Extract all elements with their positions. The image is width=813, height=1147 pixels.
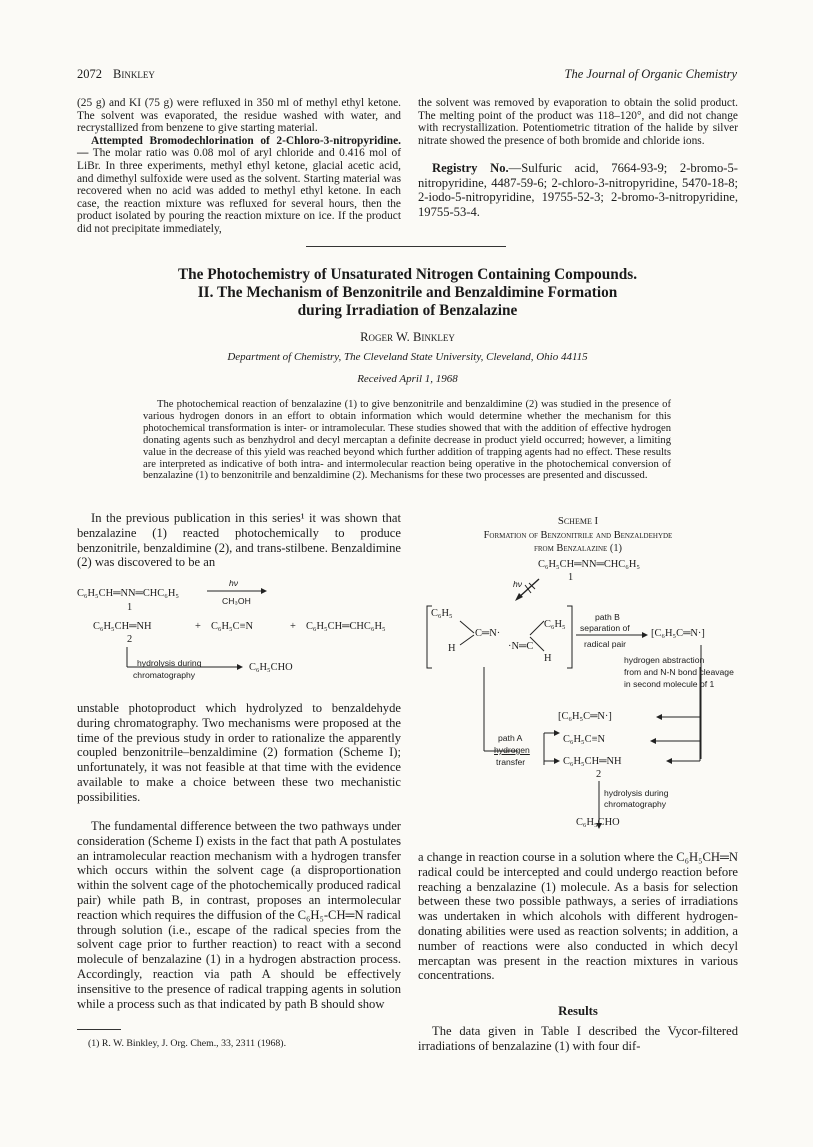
article-title bbox=[77, 266, 738, 320]
top-left-column bbox=[77, 97, 401, 236]
scheme-benzalazine: C₆H₅CH═NN═CHC₆H₅ bbox=[538, 559, 640, 570]
eq-arrow-right-icon bbox=[207, 587, 267, 595]
scheme-benzaldehyde: C₆H₅CHO bbox=[576, 817, 620, 828]
eq-product-imine: C₆H₅CH═NH bbox=[93, 621, 152, 632]
abstraction-note-3: in second molecule of 1 bbox=[624, 679, 715, 689]
abstract: The photochemical reaction of benzalazine (1) to give benzonitrile and benzaldimine (2) was studied in the presence of various hydrogen donors in an effort to obtain information which would determine whether the mechanism for this photochemical transformation is inter- or intramolecular. These studies showed that with the addition of effective hydrogen donating agents such as benzhydrol and decyl mercaptan a definite decrease in product yield occurred; however, a limiting value in the decrease of this yield was reached beyond which further addition of trapping agents had no effect. These results are interpreted as indicative of both intra- and intermolecular reaction being operative in the photochemical conversion of benzalazine (1) to benzonitrile and benzaldimine (2). Mechanisms for these two processes are presented and discussed. bbox=[143, 399, 671, 482]
cage-nc-radical: ·N═C bbox=[508, 641, 534, 652]
eq-benzaldehyde: C₆H₅CHO bbox=[249, 662, 293, 673]
path-b-arrow-icon bbox=[576, 631, 648, 639]
cage-phenyl-2: C₆H₅ bbox=[544, 619, 566, 630]
received-date: Received April 1, 1968 bbox=[357, 373, 458, 385]
title-line-3: during Irradiation of Benzalazine bbox=[297, 302, 518, 319]
scheme-num-2: 2 bbox=[596, 769, 602, 780]
cage-cn-radical: C═N· bbox=[475, 628, 501, 639]
running-author: Binkley bbox=[113, 67, 155, 81]
equation-1 bbox=[77, 577, 401, 695]
results-heading: Results bbox=[558, 1004, 598, 1018]
eq-num-1: 1 bbox=[127, 602, 133, 613]
affiliation: Department of Chemistry, The Cleveland State University, Cleveland, Ohio 44115 bbox=[227, 351, 588, 363]
abstraction-note-1: hydrogen abstraction bbox=[624, 655, 705, 665]
eq-product-nitrile: C₆H₅C≡N bbox=[211, 621, 253, 632]
scheme-hydrolysis-1: hydrolysis during bbox=[604, 788, 669, 798]
path-a-hydrogen: hydrogen bbox=[494, 745, 530, 755]
footnote-rule bbox=[77, 1029, 121, 1030]
path-a-label: path A bbox=[498, 733, 523, 743]
right-col-paragraph: a change in reaction course in a solution where the C₆H₅CH═N radical could be intercepted and could undergo reaction before reaching a benzalazine (1) molecule. As a basis for selection between these two possible pathways, a series of irradiations was undertaken in which alcohols with different hydrogen-donating abilities were used as reaction solvents; in addition, a number of reactions were also conducted in which decyl mercaptan was present in the reaction mixtures in various concentrations. bbox=[418, 850, 738, 983]
title-line-1: The Photochemistry of Unsaturated Nitrogen Containing Compounds. bbox=[177, 266, 638, 283]
scheme-hv: hν bbox=[513, 579, 523, 589]
scheme-hydrolysis-2: chromatography bbox=[604, 799, 667, 809]
path-b-separation: separation of bbox=[580, 623, 630, 633]
eq-hydrolysis-1: hydrolysis during bbox=[137, 658, 202, 668]
article-author: Roger W. Binkley bbox=[360, 330, 455, 344]
intro-paragraph: In the previous publication in this series¹ it was shown that benzalazine (1) reacted photochemically to produce benzonitrile, benzaldimine (2), and trans-stilbene. Benzaldimine (2) was discovered to be an bbox=[77, 511, 401, 570]
eq-hydrolysis-2: chromatography bbox=[133, 670, 196, 680]
experiment-body: The molar ratio was 0.08 mol of aryl chloride and 0.416 mol of LiBr. In three experiments, methyl ethyl ketone, glacial acetic acid, and dimethyl sulfoxide were used as the solvent. Starting material was recovered when no acid was added to methyl ethyl ketone. In each case, the reaction mixture was refluxed for several hours, then the product isolated by pouring the reaction mixture on ice. If the product did not precipitate immediately, bbox=[77, 147, 401, 235]
cage-phenyl-1: C₆H₅ bbox=[431, 608, 453, 619]
scheme-light-arrow-icon bbox=[513, 575, 543, 603]
eq-plus-2: + bbox=[290, 621, 296, 632]
registry-paragraph bbox=[418, 161, 738, 219]
experiment-title: Attempted Bromodechlorination of 2-Chloro-3-nitropyridine.— bbox=[77, 134, 401, 160]
footnote: (1) R. W. Binkley, J. Org. Chem., 33, 2311 (1968). bbox=[88, 1038, 287, 1049]
eq-product-stilbene: C₆H₅CH═CHC₆H₅ bbox=[306, 621, 386, 632]
path-a-transfer: transfer bbox=[496, 757, 526, 767]
scheme-label: Scheme I bbox=[557, 515, 599, 527]
top-right-text bbox=[418, 97, 738, 147]
scheme-radical-a: [C₆H₅C═N·] bbox=[558, 711, 612, 722]
scheme-num-1: 1 bbox=[568, 572, 574, 583]
path-b-label: path B bbox=[595, 612, 620, 622]
cage-h-1: H bbox=[448, 643, 456, 654]
mechanism-paragraph: unstable photoproduct which hydrolyzed to benzaldehyde during chromatography. Two mechanisms were proposed at the time of the previous study in order to rationalize the apparently coupled benzonitrile–benzaldimine (2) formation (Scheme I); unfortunately, it was not feasible at that time with the evidence available to make a choice between these two mechanistic possibilities. bbox=[77, 701, 401, 804]
section-divider bbox=[306, 246, 506, 247]
scheme-title-1: Formation of Benzonitrile and Benzaldehyde bbox=[483, 530, 673, 541]
registry-body: —Sulfuric acid, 7664-93-9; 2-bromo-5-nitropyridine, 4487-59-6; 2-chloro-3-nitropyridine, 5470-18-8; 2-iodo-5-nitropyridine, 19755-52-3; 2-bromo-3-nitropyridine, 19755-53-4. bbox=[418, 161, 738, 219]
eq-plus-1: + bbox=[195, 621, 201, 632]
results-paragraph: The data given in Table I described the Vycor-filtered irradiations of benzalazine (1) with four dif- bbox=[418, 1024, 738, 1053]
page-number: 2072 bbox=[77, 67, 102, 81]
eq-hv: hν bbox=[229, 578, 239, 588]
registry-label: Registry No. bbox=[432, 161, 509, 175]
pathway-paragraph: The fundamental difference between the two pathways under consideration (Scheme I) exists in the fact that path A postulates an intramolecular reaction mechanism with a hydrogen transfer which occurs within the solvent cage (a disproportionation within the solvent cage of the photochemically produced radical pair) while path B, in contrast, proposes an intermolecular reaction which requires the diffusion of the C₆H₅-CH═N radical through solution (i.e., escape of the radical species from the solvent cage prior to further reaction) to react with a second molecule of benzalazine (1) in a hydrogen abstraction process. Accordingly, reaction via path A should be effectively insensitive to the presence of radical trapping agents in solution while a process such as that indicated by path B should show bbox=[77, 819, 401, 1011]
path-b-radical-pair: radical pair bbox=[584, 639, 627, 649]
top-right-p1-text: the solvent was removed by evaporation to obtain the solid product. The melting point of the product was 118–120°, and did not change with recrystallization. Potentiometric titration of the halide by silver nitrate showed the presence of both bromide and chloride ions. bbox=[418, 97, 738, 147]
scheme-radical-b: [C₆H₅C═N·] bbox=[651, 628, 705, 639]
top-left-p1: (25 g) and KI (75 g) were refluxed in 350 ml of methyl ethyl ketone. The solvent was evaporated, the residue washed with water, and recrystallized from benzene to give starting material. bbox=[77, 97, 401, 135]
scheme-benzaldimine: C₆H₅CH═NH bbox=[563, 756, 622, 767]
journal-name: The Journal of Organic Chemistry bbox=[564, 67, 737, 81]
cage-h-2: H bbox=[544, 653, 552, 664]
scheme-1 bbox=[418, 515, 738, 831]
eq-reactant: C₆H₅CH═NN═CHC₆H₅ bbox=[77, 588, 179, 599]
eq-num-2: 2 bbox=[127, 634, 133, 645]
scheme-title-2: from Benzalazine (1) bbox=[533, 543, 622, 554]
abstraction-note-2: from and N-N bond cleavage bbox=[624, 667, 734, 677]
eq-solvent: CH₃OH bbox=[222, 596, 251, 606]
scheme-benzonitrile: C₆H₅C≡N bbox=[563, 734, 605, 745]
title-line-2: II. The Mechanism of Benzonitrile and Benzaldimine Formation bbox=[197, 284, 618, 301]
